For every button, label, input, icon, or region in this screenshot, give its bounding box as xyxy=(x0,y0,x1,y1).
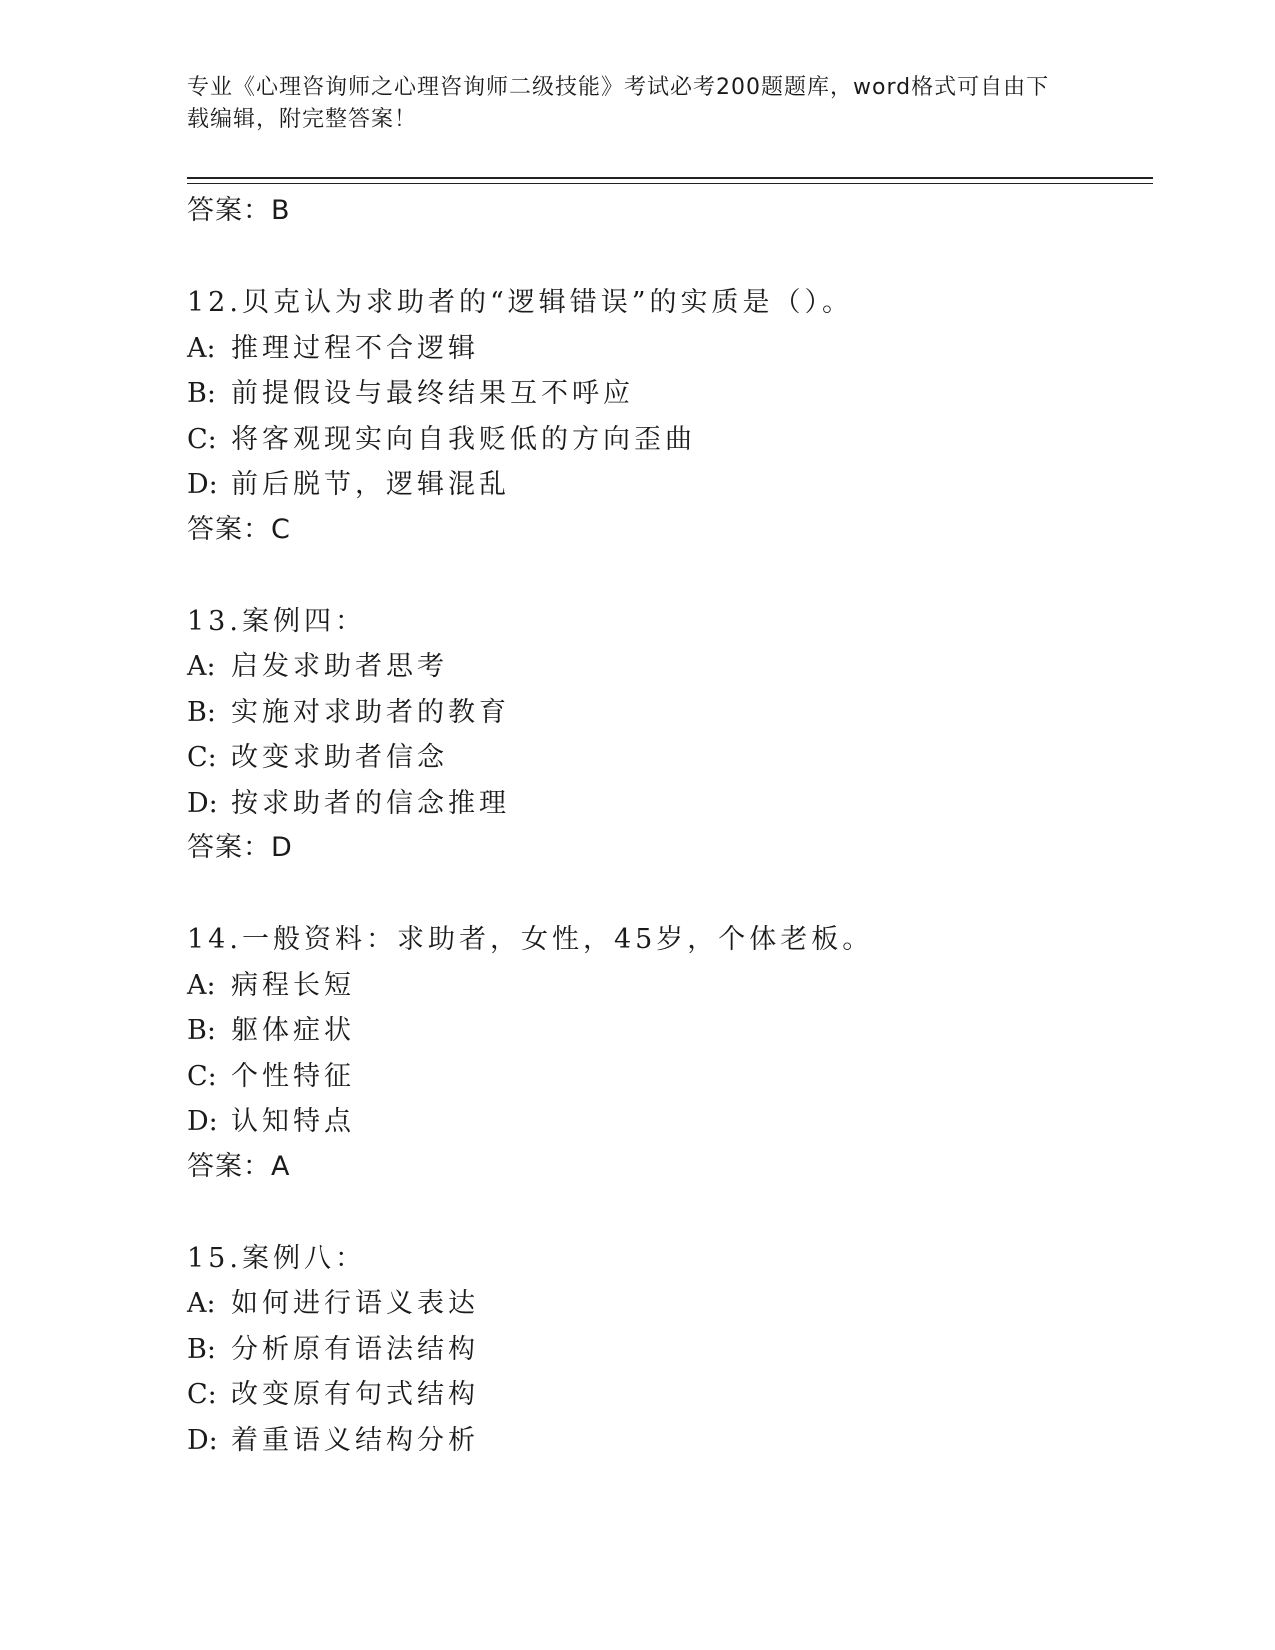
option-a xyxy=(187,644,1153,690)
option-text: 前提假设与最终结果互不呼应 xyxy=(231,378,634,409)
option-a xyxy=(187,1281,1153,1327)
option-text: 病程长短 xyxy=(231,969,355,1001)
option-key: B: xyxy=(187,1015,216,1046)
option-key: C: xyxy=(187,1060,217,1092)
question-stem: 12.贝克认为求助者的“逻辑错误”的实质是（）。 xyxy=(187,287,854,318)
option-c xyxy=(187,1054,1153,1100)
option-b xyxy=(187,690,1153,736)
option-key: B: xyxy=(187,696,216,728)
header-divider-thick xyxy=(187,177,1153,179)
option-c xyxy=(187,1372,1153,1418)
document-header: 专业《心理咨询师之心理咨询师二级技能》考试必考200题题库，word格式可自由下载编辑，附完整答案！ xyxy=(187,75,1050,132)
answer-line: 答案：A xyxy=(187,1150,291,1182)
option-d xyxy=(187,1418,1153,1464)
question-list xyxy=(187,189,1153,1510)
option-key: A: xyxy=(187,969,216,1001)
question-14 xyxy=(187,917,1153,1189)
option-text: 改变原有句式结构 xyxy=(231,1379,479,1410)
option-key: C: xyxy=(187,1379,217,1410)
question-13 xyxy=(187,599,1153,871)
previous-answer: 答案：B xyxy=(187,195,291,226)
option-text: 启发求助者思考 xyxy=(231,651,448,682)
option-b xyxy=(187,371,1153,417)
option-text: 按求助者的信念推理 xyxy=(231,787,510,819)
question-stem: 15.案例八： xyxy=(187,1242,366,1274)
option-key: B: xyxy=(187,378,216,409)
option-text: 着重语义结构分析 xyxy=(231,1424,479,1456)
option-c xyxy=(187,417,1153,463)
option-key: A: xyxy=(187,651,216,682)
option-key: D: xyxy=(187,469,218,500)
option-text: 认知特点 xyxy=(231,1106,355,1137)
option-text: 如何进行语义表达 xyxy=(231,1288,479,1319)
option-text: 前后脱节，逻辑混乱 xyxy=(231,469,510,500)
option-text: 改变求助者信念 xyxy=(231,742,448,773)
option-text: 分析原有语法结构 xyxy=(231,1333,479,1365)
question-15 xyxy=(187,1236,1153,1464)
option-text: 个性特征 xyxy=(231,1060,355,1092)
option-text: 将客观现实向自我贬低的方向歪曲 xyxy=(231,423,696,455)
option-key: D: xyxy=(187,787,218,819)
option-key: B: xyxy=(187,1333,216,1365)
option-text: 实施对求助者的教育 xyxy=(231,696,510,728)
option-key: A: xyxy=(187,332,216,364)
option-key: C: xyxy=(187,742,217,773)
option-c xyxy=(187,735,1153,781)
option-text: 躯体症状 xyxy=(231,1015,355,1046)
option-key: C: xyxy=(187,423,217,455)
option-key: D: xyxy=(187,1106,218,1137)
option-key: A: xyxy=(187,1288,216,1319)
option-text: 推理过程不合逻辑 xyxy=(231,332,479,364)
header-divider-thin xyxy=(187,183,1153,184)
option-d xyxy=(187,462,1153,508)
answer-line: 答案：C xyxy=(187,513,291,545)
option-a xyxy=(187,963,1153,1009)
option-b xyxy=(187,1008,1153,1054)
option-d xyxy=(187,1099,1153,1145)
option-key: D: xyxy=(187,1424,218,1456)
answer-line: 答案：D xyxy=(187,832,293,863)
question-stem: 14.一般资料：求助者，女性，45岁，个体老板。 xyxy=(187,924,874,955)
question-stem: 13.案例四： xyxy=(187,605,366,637)
option-d xyxy=(187,781,1153,827)
option-b xyxy=(187,1327,1153,1373)
option-a xyxy=(187,326,1153,372)
question-12 xyxy=(187,280,1153,552)
